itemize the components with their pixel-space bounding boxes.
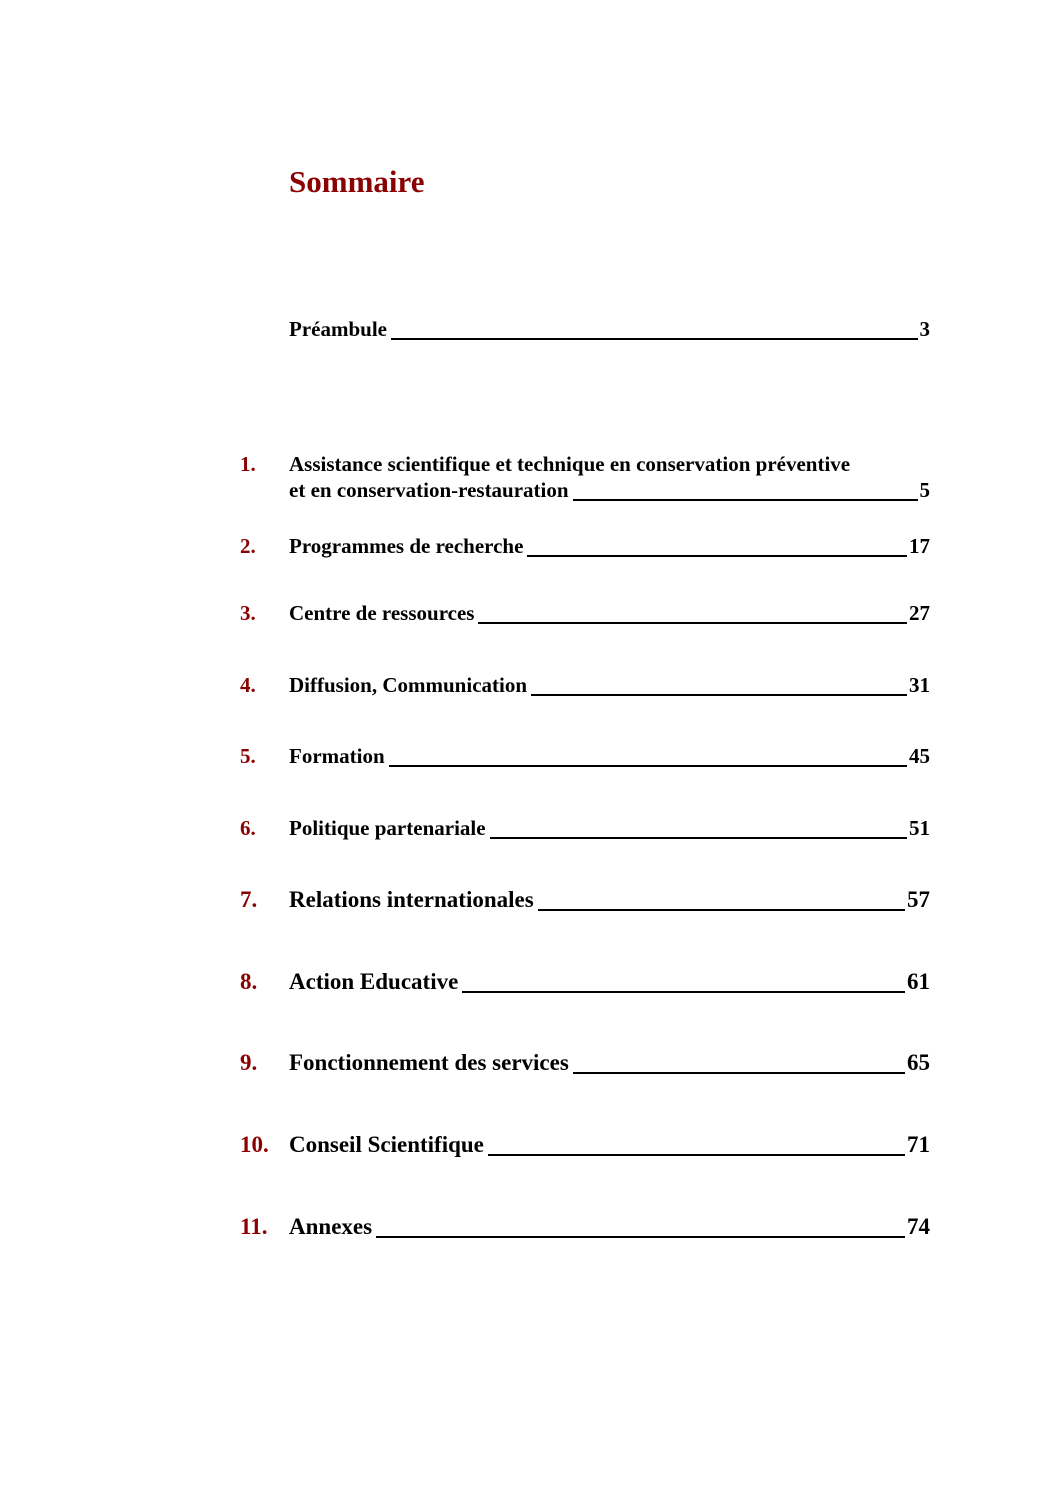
toc-entry-label: Relations internationales	[289, 887, 534, 912]
toc-page-number: 45	[909, 744, 930, 768]
toc-page-number: 51	[909, 816, 930, 840]
toc-entry-number: 2.	[240, 534, 256, 558]
toc-leader-line	[376, 1236, 905, 1238]
toc-page-number: 31	[909, 673, 930, 697]
toc-entry-number: 6.	[240, 816, 256, 840]
toc-leader-line	[531, 694, 907, 696]
toc-entry-number: 5.	[240, 744, 256, 768]
toc-entry-label: Action Educative	[289, 969, 459, 994]
toc-page-number: 57	[907, 887, 930, 912]
toc-page-number: 65	[907, 1050, 930, 1075]
toc-page-number: 27	[909, 601, 930, 625]
toc-entry-label: Annexes	[289, 1214, 373, 1239]
toc-entry-label: Préambule	[289, 317, 387, 341]
toc-entry-number: 4.	[240, 673, 256, 697]
toc-entry-label: Formation	[289, 744, 385, 768]
toc-entry-label: Centre de ressources	[289, 601, 475, 625]
toc-page-number: 71	[907, 1132, 930, 1157]
toc-entry-label-line1: Assistance scientifique et technique en conservation préventive	[289, 452, 851, 476]
toc-leader-line	[478, 622, 907, 624]
toc-leader-line	[538, 909, 905, 911]
toc-entry-label: et en conservation-restauration	[289, 478, 569, 502]
toc-page-number: 5	[919, 478, 930, 502]
toc-leader-line	[527, 555, 907, 557]
toc-entry-number: 7.	[240, 887, 258, 912]
toc-entry-label: Programmes de recherche	[289, 534, 524, 558]
toc-leader-line	[488, 1154, 905, 1156]
toc-leader-line	[391, 338, 918, 340]
toc-leader-line	[490, 837, 907, 839]
toc-page-number: 61	[907, 969, 930, 994]
toc-page-number: 17	[909, 534, 930, 558]
toc-entry-number: 1.	[240, 452, 256, 476]
toc-page-number: 74	[907, 1214, 930, 1239]
toc-entry-number: 8.	[240, 969, 258, 994]
page-title: Sommaire	[289, 164, 425, 199]
toc-leader-line	[573, 1072, 905, 1074]
toc-leader-line	[462, 991, 905, 993]
toc-entry-number: 11.	[240, 1214, 268, 1239]
toc-entry-number: 3.	[240, 601, 256, 625]
toc-entry-label: Conseil Scientifique	[289, 1132, 484, 1157]
toc-entry-number: 9.	[240, 1050, 258, 1075]
toc-entry-label: Politique partenariale	[289, 816, 486, 840]
toc-leader-line	[573, 499, 918, 501]
toc-entry-label: Diffusion, Communication	[289, 673, 528, 697]
toc-entry-label: Fonctionnement des services	[289, 1050, 569, 1075]
toc-entry-number: 10.	[240, 1132, 269, 1157]
toc-page-number: 3	[919, 317, 930, 341]
toc-leader-line	[389, 765, 907, 767]
